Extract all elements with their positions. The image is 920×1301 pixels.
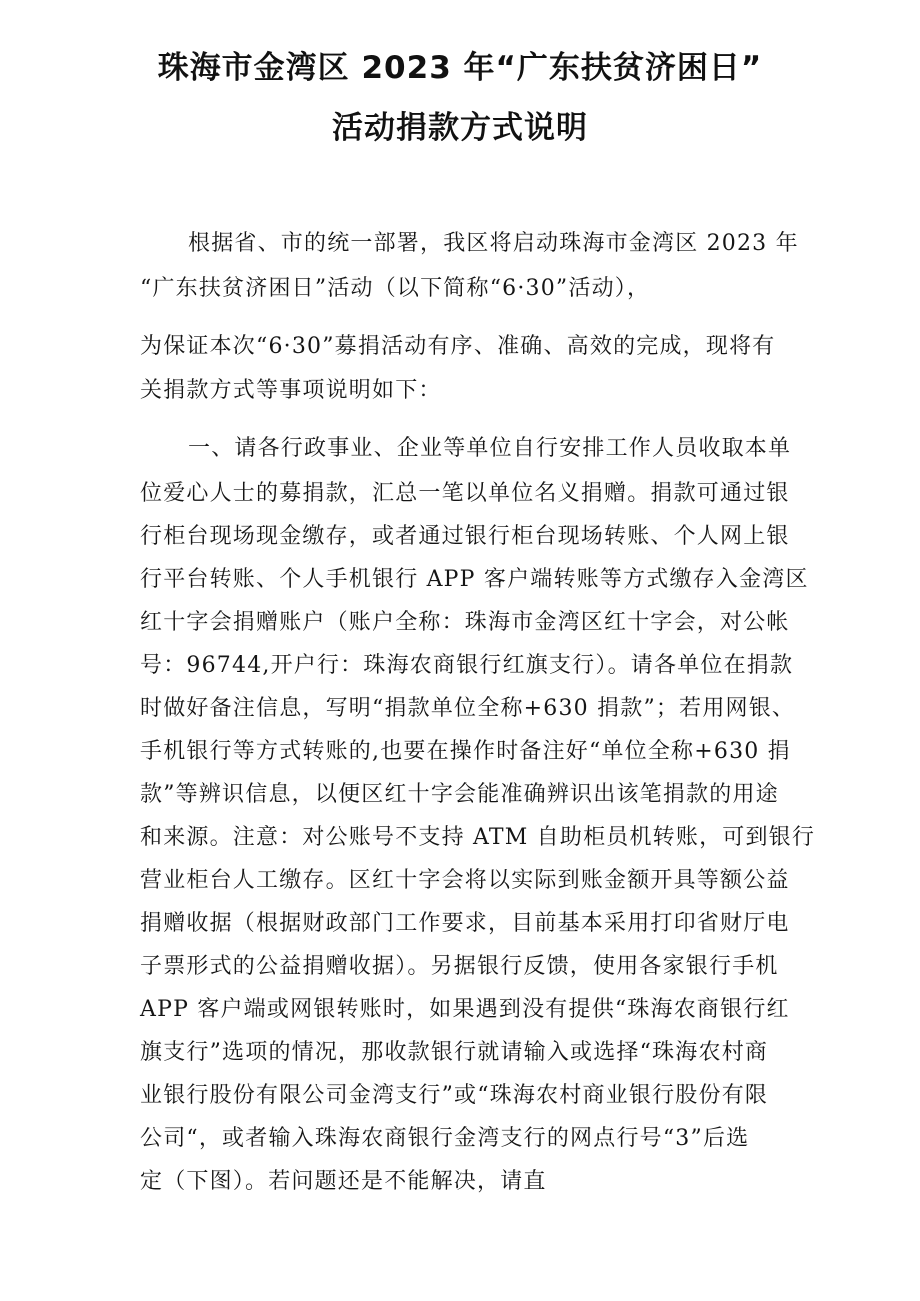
paragraph-3-line-16: 业银行股份有限公司金湾支行”或“珠海农村商业银行股份有限 [140, 1083, 769, 1108]
paragraph-3-line-14: APP 客户端或网银转账时，如果遇到没有提供“珠海农商银行红 [140, 997, 790, 1022]
paragraph-2-line-2: 关捐款方式等事项说明如下： [140, 378, 442, 403]
document-title-line-1: 珠海市金湾区 2023 年“广东扶贫济困日” [157, 50, 763, 86]
paragraph-3-line-1: 一、请各行政事业、企业等单位自行安排工作人员收取本单 [188, 436, 792, 461]
paragraph-2-line-1: 为保证本次“6·30”募捐活动有序、准确、高效的完成，现将有 [140, 334, 776, 359]
paragraph-3-line-8: 手机银行等方式转账的,也要在操作时备注好“单位全称+630 捐 [140, 739, 791, 764]
paragraph-3-line-13: 子票形式的公益捐赠收据）。另据银行反馈，使用各家银行手机 [140, 954, 779, 979]
document-title-line-2: 活动捐款方式说明 [332, 110, 588, 146]
paragraph-3-line-18: 定（下图）。若问题还是不能解决，请直 [140, 1169, 547, 1194]
paragraph-3-line-2: 位爱心人士的募捐款，汇总一笔以单位名义捐赠。捐款可通过银 [140, 481, 790, 506]
paragraph-3-line-10: 和来源。注意：对公账号不支持 ATM 自助柜员机转账，可到银行 [140, 825, 816, 850]
paragraph-3-line-4: 行平台转账、个人手机银行 APP 客户端转账等方式缴存入金湾区 [140, 567, 809, 592]
paragraph-3-line-11: 营业柜台人工缴存。区红十字会将以实际到账金额开具等额公益 [140, 868, 790, 893]
paragraph-3-line-6: 号：96744,开户行：珠海农商银行红旗支行）。请各单位在捐款 [140, 653, 794, 678]
paragraph-3-line-17: 公司“，或者输入珠海农商银行金湾支行的网点行号“3”后选 [140, 1126, 750, 1151]
paragraph-3-line-9: 款”等辨识信息，以便区红十字会能准确辨识出该笔捐款的用途 [140, 782, 779, 807]
paragraph-3-line-12: 捐赠收据（根据财政部门工作要求，目前基本采用打印省财厅电 [140, 911, 790, 936]
paragraph-1-line-2: “广东扶贫济困日”活动（以下简称“6·30”活动）， [140, 276, 651, 301]
paragraph-3-line-3: 行柜台现场现金缴存，或者通过银行柜台现场转账、个人网上银 [140, 524, 790, 549]
paragraph-3-line-5: 红十字会捐赠账户（账户全称：珠海市金湾区红十字会，对公帐 [140, 610, 790, 635]
paragraph-3-line-15: 旗支行”选项的情况，那收款银行就请输入或选择“珠海农村商 [140, 1040, 769, 1065]
paragraph-1-line-1: 根据省、市的统一部署，我区将启动珠海市金湾区 2023 年 [188, 231, 799, 256]
paragraph-3-line-7: 时做好备注信息，写明“捐款单位全称+630 捐款”；若用网银、 [140, 696, 796, 721]
